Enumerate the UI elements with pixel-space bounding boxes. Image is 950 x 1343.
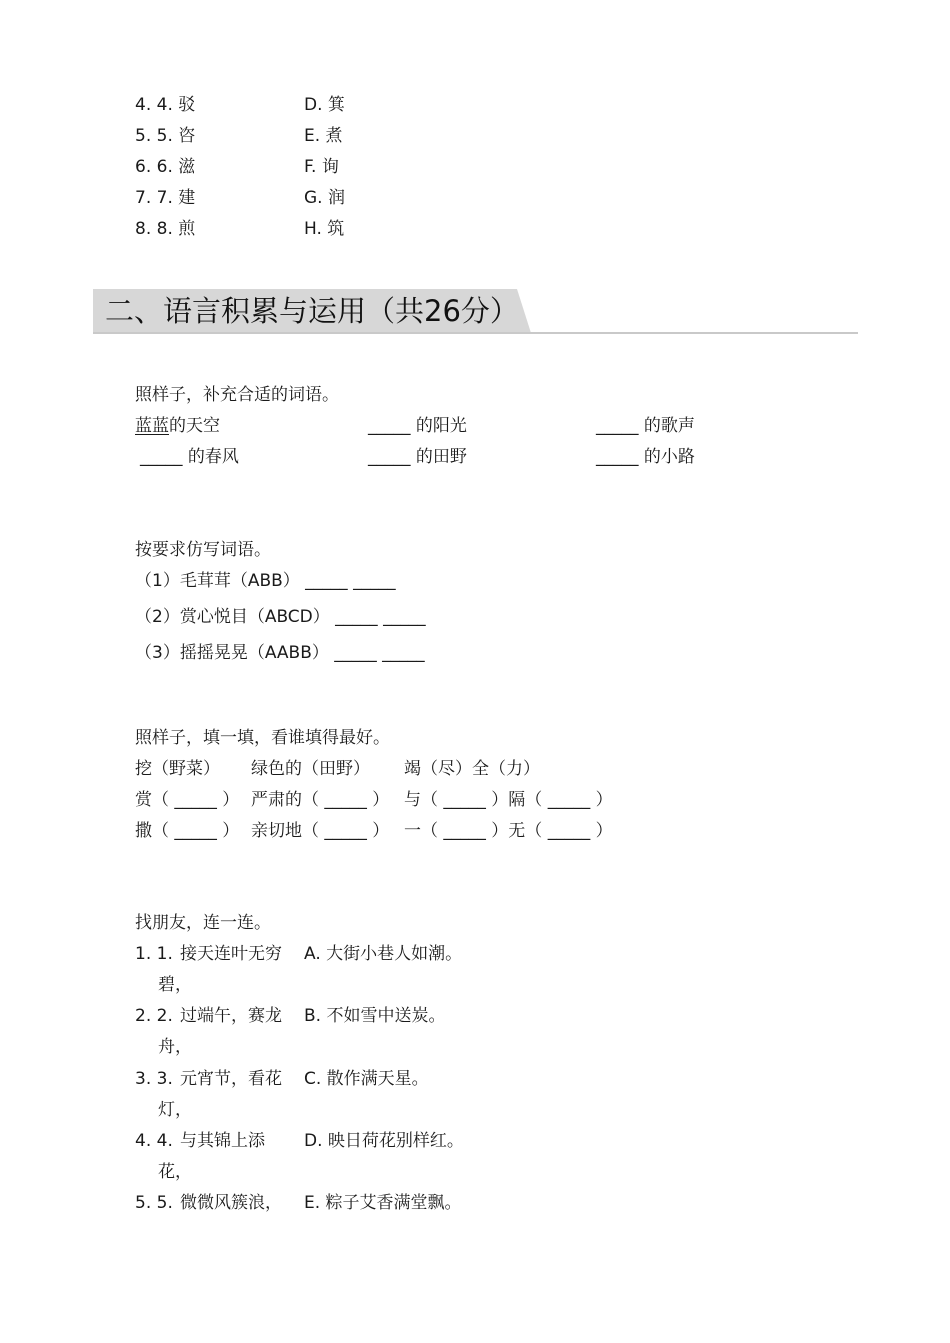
q4-left-1-num: 1. 1. xyxy=(135,944,173,964)
q1-item-5[interactable]: _____ 的小路 xyxy=(596,447,695,467)
q4-left-3-num: 3. 3. xyxy=(135,1069,173,1089)
match-left-5: 5. 5. 咨 xyxy=(135,126,196,146)
q4-left-1-line1: 接天连叶无穷 xyxy=(180,944,282,964)
q3-row1-item-2[interactable]: 严肃的（ _____ ） xyxy=(251,790,390,810)
q1-item-1[interactable]: _____ 的阳光 xyxy=(368,416,467,436)
q4-left-4-num: 4. 4. xyxy=(135,1131,173,1151)
q4-left-3-line2: 灯， xyxy=(158,1100,192,1120)
q2-item-1[interactable]: （1）毛茸茸（ABB） _____ _____ xyxy=(135,571,396,591)
q3-row2-item-1[interactable]: 撒（ _____ ） xyxy=(135,821,240,841)
q4-right-d: D. 映日荷花别样红。 xyxy=(304,1131,464,1151)
q4-right-b: B. 不如雪中送炭。 xyxy=(304,1006,446,1026)
match-right-g: G. 润 xyxy=(304,188,345,208)
q4-left-2-line1: 过端午，赛龙 xyxy=(180,1006,282,1026)
match-left-6: 6. 6. 滋 xyxy=(135,157,196,177)
q1-example-word: 蓝蓝 xyxy=(135,416,169,436)
match-right-h: H. 筑 xyxy=(304,219,345,239)
section-title: 二、语言积累与运用（共26分） xyxy=(105,294,519,328)
q3-row2-item-3[interactable]: 一（ _____ ）无（ _____ ） xyxy=(404,821,613,841)
q3-example-3: 竭（尽）全（力） xyxy=(404,759,540,779)
match-left-7: 7. 7. 建 xyxy=(135,188,196,208)
q4-left-5-line1: 微微风簇浪， xyxy=(180,1193,282,1213)
q3-example-2: 绿色的（田野） xyxy=(251,759,370,779)
q4-left-2-line2: 舟， xyxy=(158,1037,192,1057)
q3-row1-item-1[interactable]: 赏（ _____ ） xyxy=(135,790,240,810)
q4-right-e: E. 粽子艾香满堂飘。 xyxy=(304,1193,462,1213)
q4-left-4-line1: 与其锦上添 xyxy=(180,1131,265,1151)
q1-item-3[interactable]: _____ 的春风 xyxy=(140,447,239,467)
q3-row1-item-3[interactable]: 与（ _____ ）隔（ _____ ） xyxy=(404,790,613,810)
q3-instruction: 照样子，填一填，看谁填得最好。 xyxy=(135,728,390,748)
q1-item-4[interactable]: _____ 的田野 xyxy=(368,447,467,467)
section-header-rule xyxy=(93,332,858,334)
q4-right-a: A. 大街小巷人如潮。 xyxy=(304,944,463,964)
q2-item-3[interactable]: （3）摇摇晃晃（AABB） _____ _____ xyxy=(135,643,425,663)
q4-left-1-line2: 碧， xyxy=(158,975,192,995)
q4-left-2-num: 2. 2. xyxy=(135,1006,173,1026)
q2-item-2[interactable]: （2）赏心悦目（ABCD） _____ _____ xyxy=(135,607,426,627)
match-left-4: 4. 4. 驳 xyxy=(135,95,196,115)
q3-row2-item-2[interactable]: 亲切地（ _____ ） xyxy=(251,821,390,841)
q3-example-1: 挖（野菜） xyxy=(135,759,220,779)
q1-item-2[interactable]: _____ 的歌声 xyxy=(596,416,695,436)
match-right-d: D. 箕 xyxy=(304,95,345,115)
q4-left-5-num: 5. 5. xyxy=(135,1193,173,1213)
q1-instruction: 照样子，补充合适的词语。 xyxy=(135,385,339,405)
q4-instruction: 找朋友，连一连。 xyxy=(135,913,271,933)
q4-left-3-line1: 元宵节，看花 xyxy=(180,1069,282,1089)
q1-example-rest: 的天空 xyxy=(169,416,220,436)
section-header xyxy=(93,289,858,335)
q4-right-c: C. 散作满天星。 xyxy=(304,1069,429,1089)
match-right-e: E. 煮 xyxy=(304,126,343,146)
q1-example xyxy=(135,415,220,437)
q4-left-4-line2: 花， xyxy=(158,1162,192,1182)
match-right-f: F. 询 xyxy=(304,157,339,177)
match-left-8: 8. 8. 煎 xyxy=(135,219,196,239)
q2-instruction: 按要求仿写词语。 xyxy=(135,540,271,560)
